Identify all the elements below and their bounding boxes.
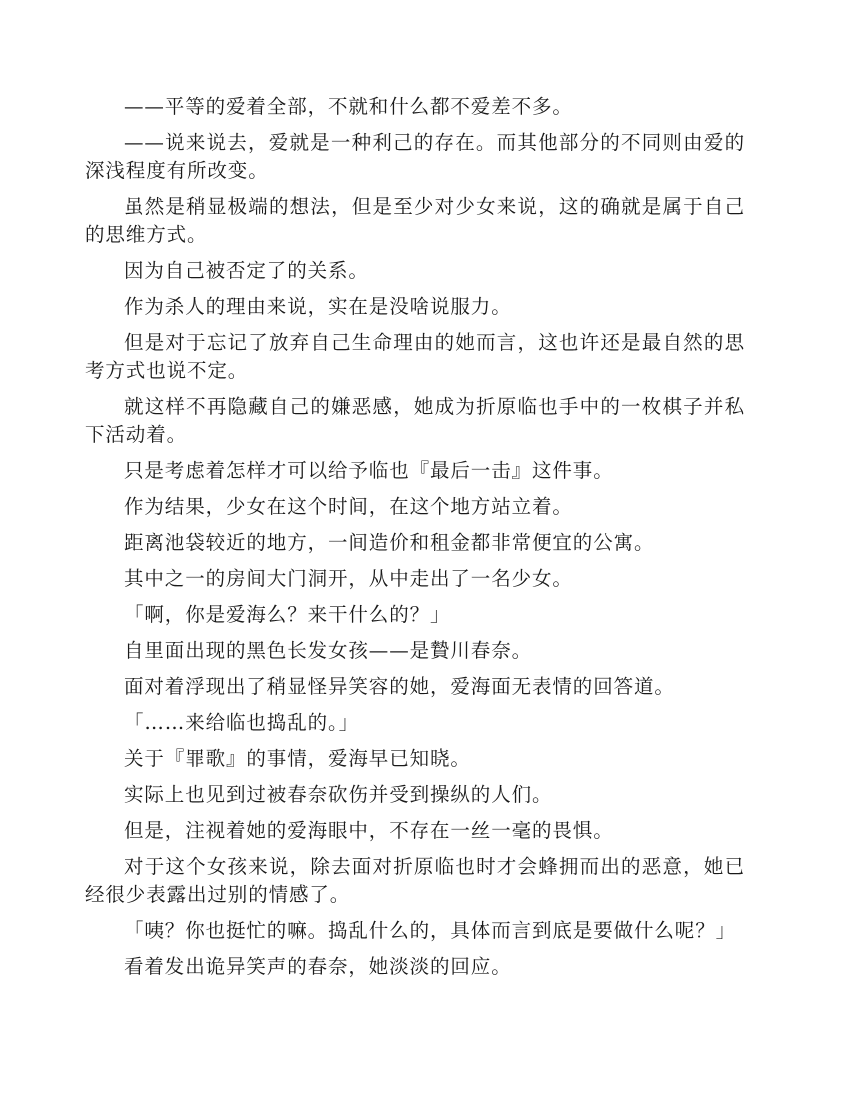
paragraph: 「啊，你是爱海么？来干什么的？」: [124, 603, 451, 626]
paragraph: 就这样不再隐藏自己的嫌恶感，她成为折原临也手中的一枚棋子并私下活动着。: [85, 395, 745, 446]
paragraph: 关于『罪歌』的事情，爱海早已知晓。: [124, 747, 471, 770]
paragraph: 对于这个女孩来说，除去面对折原临也时才会蜂拥而出的恶意，她已经很少表露出过别的情感了。: [85, 855, 745, 906]
paragraph: ——平等的爱着全部，不就和什么都不爱差不多。: [124, 95, 573, 118]
paragraph: 看着发出诡异笑声的春奈，她淡淡的回应。: [124, 955, 512, 978]
paragraph: 实际上也见到过被春奈砍伤并受到操纵的人们。: [124, 783, 553, 806]
paragraph: ——说来说去，爱就是一种利己的存在。而其他部分的不同则由爱的深浅程度有所改变。: [85, 131, 745, 182]
paragraph: 但是对于忘记了放弃自己生命理由的她而言，这也许还是最自然的思考方式也说不定。: [85, 331, 745, 382]
paragraph: 距离池袋较近的地方，一间造价和租金都非常便宜的公寓。: [124, 531, 655, 554]
paragraph: 因为自己被否定了的关系。: [124, 259, 369, 282]
paragraph: 面对着浮现出了稍显怪异笑容的她，爱海面无表情的回答道。: [124, 675, 675, 698]
paragraph: 「咦？你也挺忙的嘛。捣乱什么的，具体而言到底是要做什么呢？」: [124, 919, 737, 942]
paragraph: 但是，注视着她的爱海眼中，不存在一丝一毫的畏惧。: [124, 819, 614, 842]
paragraph: 虽然是稍显极端的想法，但是至少对少女来说，这的确就是属于自己的思维方式。: [85, 195, 745, 246]
document-page: [85, 93, 745, 989]
paragraph: 作为结果，少女在这个时间，在这个地方站立着。: [124, 495, 573, 518]
paragraph: 作为杀人的理由来说，实在是没啥说服力。: [124, 295, 512, 318]
paragraph: 「……来给临也捣乱的。」: [124, 711, 360, 734]
paragraph: 其中之一的房间大门洞开，从中走出了一名少女。: [124, 567, 573, 590]
paragraph: 只是考虑着怎样才可以给予临也『最后一击』这件事。: [124, 459, 614, 482]
paragraph: 自里面出现的黑色长发女孩——是贄川春奈。: [124, 639, 533, 662]
